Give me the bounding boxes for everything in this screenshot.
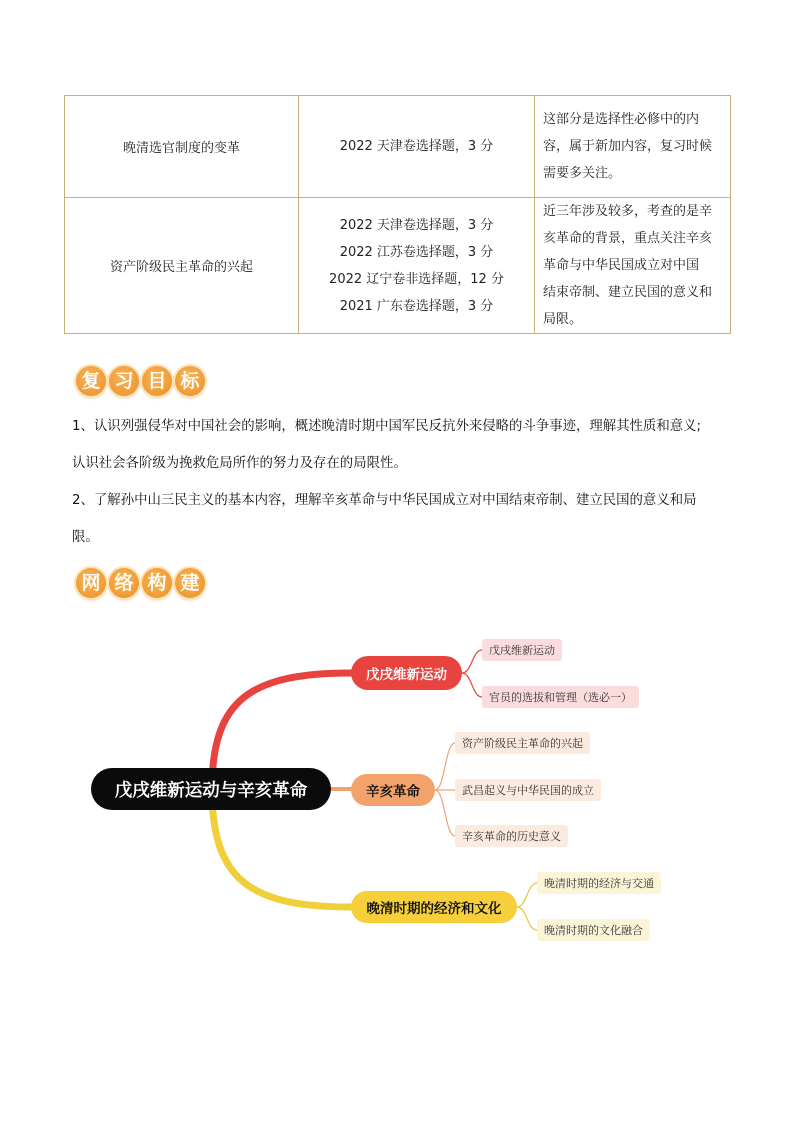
goal-line: 1、认识列强侵华对中国社会的影响，概述晚清时期中国军民反抗外来侵略的斗争事迹，理解其性质和意义; — [72, 419, 701, 434]
note-line: 容，属于新加内容，复习时候 — [543, 139, 713, 154]
note-line: 革命与中华民国成立对中国 — [543, 258, 700, 273]
heading-char: 建 — [175, 568, 205, 598]
topic-cell: 资产阶级民主革命的兴起 — [65, 198, 299, 334]
heading-char: 习 — [109, 366, 139, 396]
note-line: 近三年涉及较多，考查的是辛 — [543, 204, 713, 219]
mindmap-root: 戊戌维新运动与辛亥革命 — [91, 768, 331, 810]
goal-line: 限。 — [72, 530, 99, 545]
heading-char: 复 — [76, 366, 106, 396]
source-line: 2022 天津卷选择题，3 分 — [339, 217, 494, 233]
leaf-node: 资产阶级民主革命的兴起 — [455, 732, 590, 754]
connector-leaf — [462, 673, 482, 697]
heading-char: 络 — [109, 568, 139, 598]
heading-char: 目 — [142, 366, 172, 396]
connector-leaf — [517, 907, 537, 930]
source-line: 2022 江苏卷选择题，3 分 — [339, 244, 494, 260]
connector-leaf — [435, 790, 455, 836]
heading-char: 网 — [76, 568, 106, 598]
branch-xinhai-revolution: 辛亥革命 — [351, 774, 435, 806]
leaf-node: 晚清时期的文化融合 — [537, 919, 650, 941]
source-line: 2022 天津卷选择题，3 分 — [339, 139, 494, 154]
goal-line: 2、了解孙中山三民主义的基本内容，理解辛亥革命与中华民国成立对中国结束帝制、建立民国的意义和局 — [72, 493, 697, 508]
heading-char: 构 — [142, 568, 172, 598]
note-line: 亥革命的背景，重点关注辛亥 — [543, 231, 713, 246]
leaf-node: 武昌起义与中华民国的成立 — [455, 779, 601, 801]
connector-leaf — [462, 650, 482, 673]
branch-late-qing-economy-culture: 晚清时期的经济和文化 — [351, 891, 517, 923]
heading-char: 标 — [175, 366, 205, 396]
leaf-node: 晚清时期的经济与交通 — [537, 872, 661, 894]
source-line: 2021 广东卷选择题，3 分 — [339, 298, 494, 314]
topic-cell: 晚清选官制度的变革 — [65, 96, 299, 198]
note-line: 需要多关注。 — [543, 166, 622, 181]
note-line: 这部分是选择性必修中的内 — [543, 112, 700, 127]
leaf-node: 戊戌维新运动 — [482, 639, 562, 661]
note-line: 结束帝制、建立民国的意义和 — [543, 285, 713, 300]
connector-leaf — [517, 883, 537, 907]
leaf-node: 官员的选拔和管理（选必一） — [482, 686, 639, 708]
connector-leaf — [435, 743, 455, 790]
note-line: 局限。 — [543, 312, 583, 327]
goal-line: 认识社会各阶级为挽救危局所作的努力及存在的局限性。 — [72, 456, 407, 471]
source-line: 2022 辽宁卷非选择题，12 分 — [329, 271, 504, 287]
leaf-node: 辛亥革命的历史意义 — [455, 825, 568, 847]
branch-wuxu-reform: 戊戌维新运动 — [351, 656, 462, 690]
